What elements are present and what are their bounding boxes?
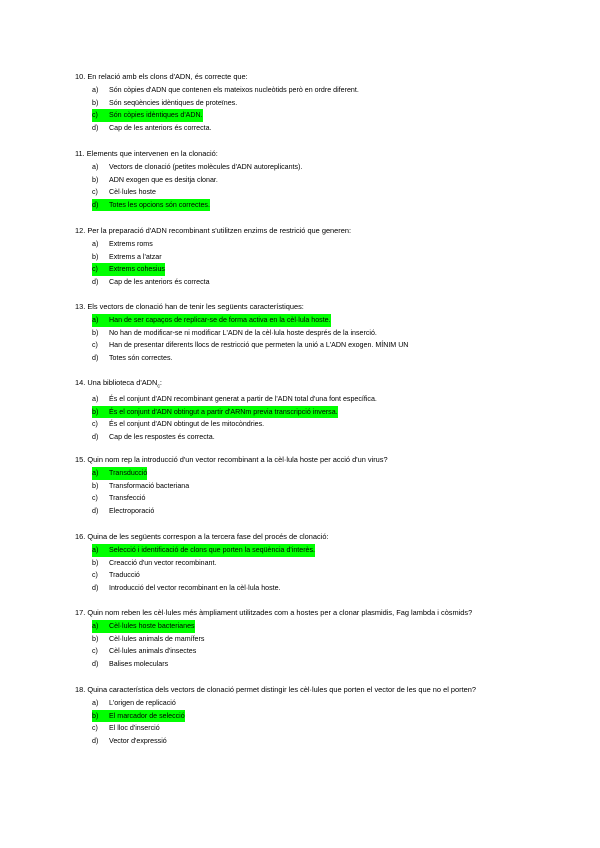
option-d — [75, 735, 575, 748]
option-text: Són còpies d'ADN que contenen els mateixos nucleòtids però en ordre diferent. — [109, 86, 359, 94]
option-text: Són còpies idèntiques d'ADN. — [99, 109, 203, 122]
option-text: És el conjunt d'ADN obtingut a partir d'ARNm previa transcripció inversa. — [99, 406, 338, 419]
question-title: 17. Quin nom reben les cèl·lules més àmpliament utilitzades com a hostes per a clonar plasmidis, Fag lambda i còsmids? — [75, 608, 473, 617]
option-d — [75, 276, 575, 289]
options-list — [75, 161, 575, 211]
option-letter: d) — [92, 277, 99, 286]
option-letter: b) — [92, 481, 99, 490]
option-d — [75, 122, 575, 135]
option-text: Balises moleculars — [109, 659, 169, 668]
option-c — [75, 418, 575, 431]
option-d — [75, 505, 575, 518]
option-b — [75, 97, 575, 110]
option-letter: d) — [92, 583, 99, 592]
question-title: 13. Els vectors de clonació han de tenir les següents característiques: — [75, 302, 304, 311]
option-letter: a) — [92, 163, 99, 171]
option-text: Extrems roms — [109, 240, 153, 248]
question-14 — [75, 378, 575, 443]
question-title: 15. Quin nom rep la introducció d'un vector recombinant a la cèl·lula hoste per acció d'un virus? — [75, 455, 388, 464]
option-b — [75, 327, 575, 340]
option-a — [75, 161, 575, 174]
option-letter: d) — [92, 199, 108, 212]
question-11 — [75, 149, 575, 211]
option-text: Introducció del vector recombinant en la cèl·lula hoste. — [109, 583, 281, 592]
option-letter: d) — [92, 432, 99, 441]
option-text: Cap de les anteriors és correcta. — [109, 123, 212, 132]
options-list — [75, 393, 575, 443]
option-text: Cèl·lules hoste — [109, 188, 156, 196]
option-b — [75, 480, 575, 493]
option-b — [75, 174, 575, 187]
option-text: Cèl·lules hoste bacterianes — [99, 620, 195, 633]
option-letter: b) — [92, 252, 99, 261]
option-letter: c) — [92, 188, 98, 196]
option-letter: b) — [92, 558, 99, 567]
option-letter: c) — [92, 724, 98, 732]
option-c — [75, 186, 575, 199]
option-letter: b) — [92, 98, 99, 107]
options-list — [75, 314, 575, 364]
option-letter: b) — [92, 328, 99, 337]
option-text: El lloc d'inserció — [109, 724, 160, 732]
option-letter: b) — [92, 175, 99, 184]
option-text: L'origen de replicació — [109, 699, 176, 707]
question-16 — [75, 532, 575, 594]
option-c — [75, 569, 575, 582]
option-d — [75, 352, 575, 365]
option-text: El marcador de selecció — [99, 710, 185, 723]
options-list — [75, 467, 575, 517]
option-text: Cèl·lules animals de mamífers — [109, 634, 205, 643]
option-c — [75, 492, 575, 505]
option-text: Creacció d'un vector recombinant. — [109, 558, 217, 567]
option-text: Són seqüències idèntiques de proteïnes. — [109, 98, 238, 107]
option-a — [75, 697, 575, 710]
question-10 — [75, 72, 575, 134]
option-letter: c) — [92, 263, 108, 276]
option-a — [75, 84, 575, 97]
question-title — [75, 378, 575, 391]
option-b — [75, 557, 575, 570]
option-letter: a) — [92, 620, 108, 633]
question-title: 16. Quina de les següents correspon a la tercera fase del procés de clonació: — [75, 532, 329, 541]
option-letter: b) — [92, 710, 108, 723]
option-letter: d) — [92, 123, 99, 132]
options-list — [75, 544, 575, 594]
option-text: Transducció — [99, 467, 147, 480]
option-text: És el conjunt d'ADN obtingut de les mitocòndries. — [109, 420, 265, 429]
option-b-correct — [75, 710, 575, 723]
question-title-end: : — [159, 378, 162, 387]
option-letter: a) — [92, 699, 99, 707]
option-d — [75, 658, 575, 671]
option-text: Transformació bacteriana — [109, 481, 190, 490]
option-letter: a) — [92, 544, 108, 557]
option-letter: d) — [92, 353, 99, 362]
option-letter: a) — [92, 467, 108, 480]
option-c — [75, 645, 575, 658]
question-title-text: 14. Una biblioteca d'ADN — [75, 378, 158, 387]
option-text: És el conjunt d'ADN recombinant generat a partir de l'ADN total d'una font específica. — [109, 395, 377, 404]
question-title: 10. En relació amb els clons d'ADN, és correcte que: — [75, 72, 248, 81]
option-c-correct — [75, 109, 575, 122]
option-a-correct — [75, 467, 575, 480]
option-a-correct — [75, 544, 575, 557]
option-letter: b) — [92, 634, 99, 643]
option-letter: d) — [92, 659, 99, 668]
option-d — [75, 431, 575, 444]
option-text: No han de modificar-se ni modificar L'ADN de la cèl·lula hoste després de la inserció. — [109, 328, 377, 337]
option-text: Vector d'expressió — [109, 736, 167, 745]
option-c — [75, 722, 575, 735]
options-list — [75, 620, 575, 670]
option-letter: c) — [92, 494, 98, 502]
option-letter: c) — [92, 647, 98, 655]
option-d — [75, 582, 575, 595]
option-a-correct — [75, 314, 575, 327]
option-text: Han de presentar diferents llocs de restricció que permeten la unió a L'ADN exogen. MÍNIM UN — [109, 341, 409, 349]
options-list — [75, 84, 575, 134]
option-c — [75, 339, 575, 352]
option-a — [75, 393, 575, 406]
option-letter: c) — [92, 420, 98, 429]
option-text: ADN exogen que es desitja clonar. — [109, 175, 218, 184]
option-text: Han de ser capaços de replicar-se de forma activa en la cèl·lula hoste. — [99, 314, 331, 327]
option-letter: a) — [92, 395, 99, 404]
option-letter: d) — [92, 506, 99, 515]
question-title: 11. Elements que intervenen en la clonació: — [75, 149, 218, 158]
question-title: 12. Per la preparació d'ADN recombinant s'utilitzen enzims de restrició que generen: — [75, 226, 352, 235]
option-a-correct — [75, 620, 575, 633]
option-letter: d) — [92, 736, 99, 745]
option-text: Cap de les anteriors és correcta — [109, 277, 210, 286]
subscript: c — [157, 383, 160, 390]
option-text: Vectors de clonació (petites molècules d'ADN autoreplicants). — [109, 163, 303, 171]
options-list — [75, 238, 575, 288]
question-17 — [75, 608, 575, 670]
option-letter: b) — [92, 406, 108, 419]
option-text: Cap de les respostes és correcta. — [109, 432, 215, 441]
options-list — [75, 697, 575, 747]
option-text: Transfecció — [109, 494, 146, 502]
option-text: Selecció i identificació de clons que porten la seqüència d'interès. — [99, 544, 315, 557]
option-text: Electroporació — [109, 506, 155, 515]
question-title: 18. Quina característica dels vectors de clonació permet distingir les cèl·lules que porten el vector de les que no el porten? — [75, 685, 476, 694]
option-letter: a) — [92, 240, 99, 248]
option-c-correct — [75, 263, 575, 276]
question-12 — [75, 226, 575, 288]
option-text: Extrems a l'atzar — [109, 252, 162, 261]
option-d-correct — [75, 199, 575, 212]
option-letter: c) — [92, 341, 98, 349]
option-text: Extrems cohesius — [99, 263, 165, 276]
question-13 — [75, 302, 575, 364]
option-letter: c) — [92, 571, 98, 579]
option-letter: a) — [92, 314, 108, 327]
option-text: Cèl·lules animals d'insectes — [109, 647, 197, 655]
option-letter: a) — [92, 86, 99, 94]
option-a — [75, 238, 575, 251]
option-b — [75, 633, 575, 646]
option-text: Traducció — [109, 571, 140, 579]
option-b — [75, 251, 575, 264]
question-18 — [75, 685, 575, 747]
question-15 — [75, 455, 575, 517]
option-text: Totes són correctes. — [109, 353, 173, 362]
option-letter: c) — [92, 109, 108, 122]
option-b-correct — [75, 406, 575, 419]
option-text: Totes les opcions són correctes. — [99, 199, 210, 212]
